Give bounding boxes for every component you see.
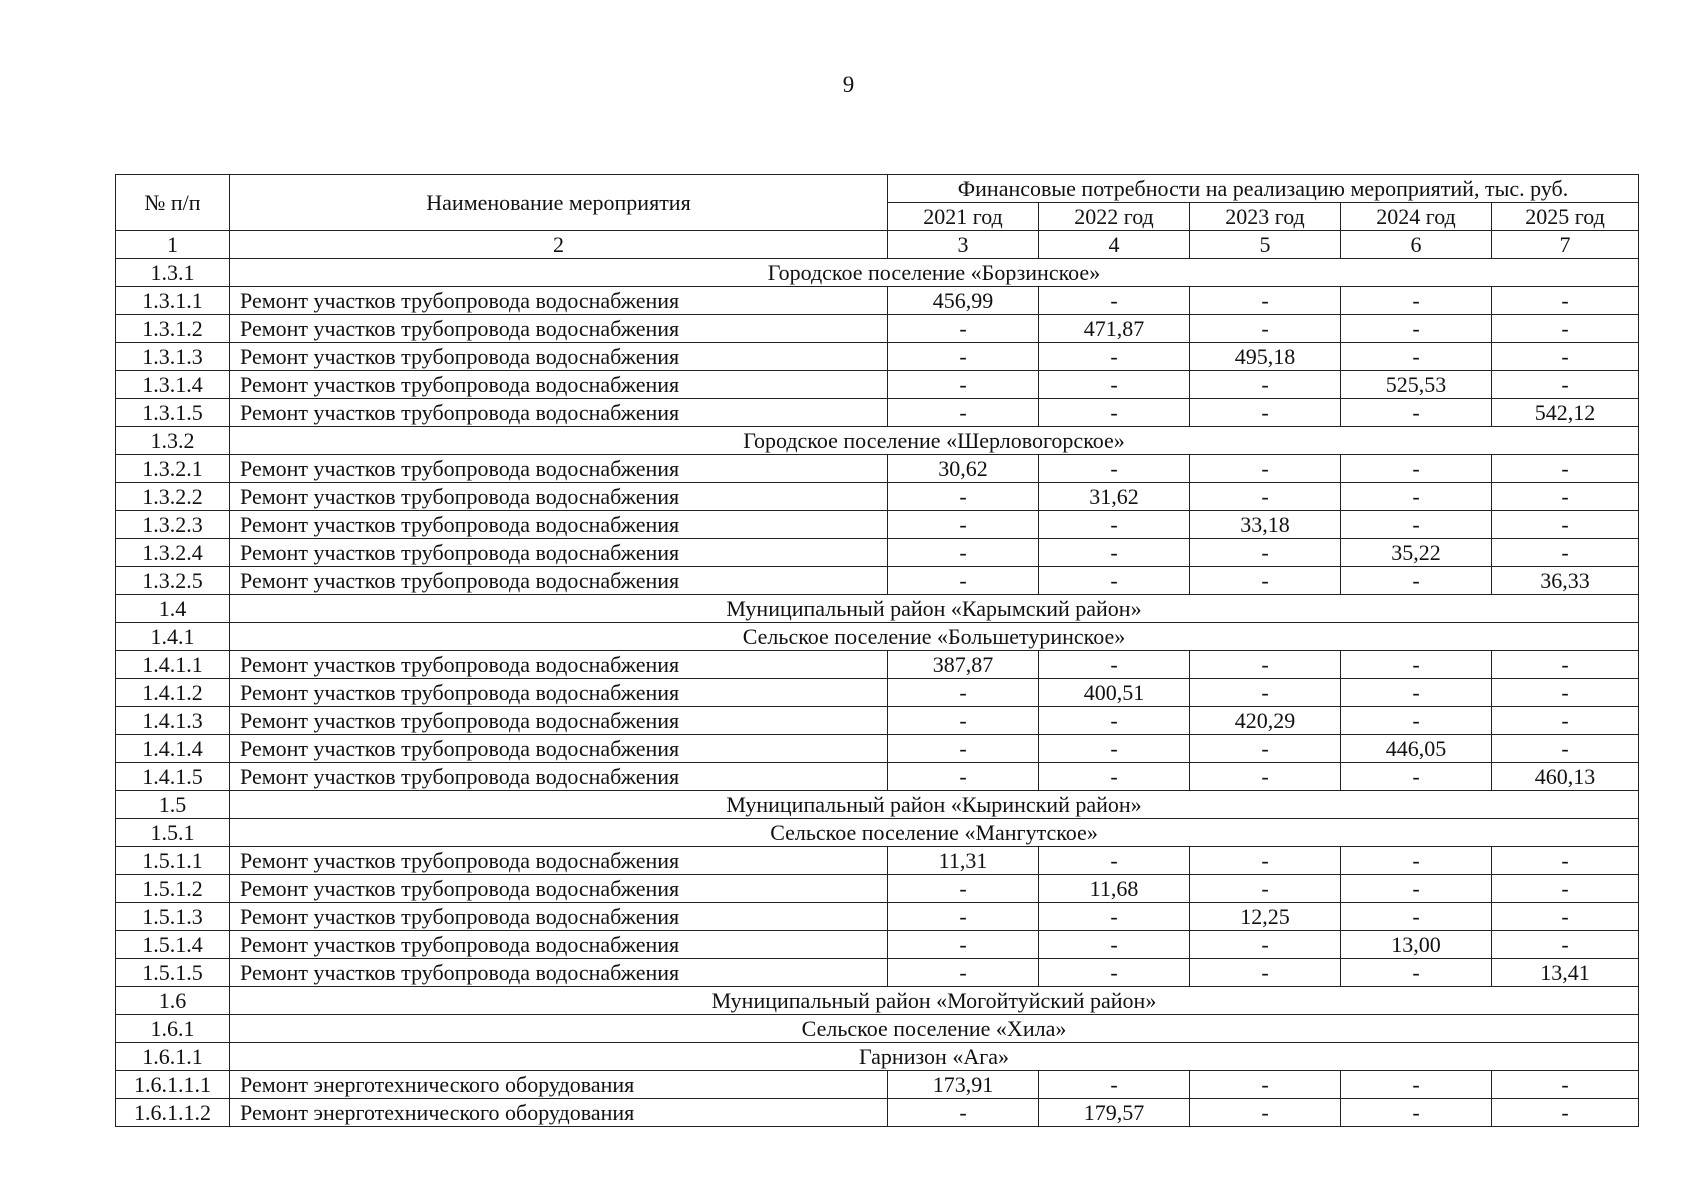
section-title: Муниципальный район «Кыринский район» [230,791,1639,819]
amount-cell: - [1190,931,1341,959]
section-title: Городское поселение «Шерловогорское» [230,427,1639,455]
row-number: 1.4 [116,595,230,623]
section-row [116,259,1639,287]
row-number: 1.5.1.3 [116,903,230,931]
row-number: 1.5.1.5 [116,959,230,987]
amount-cell: - [1190,455,1341,483]
amount-cell: - [1341,875,1492,903]
table-row [116,287,1639,315]
table-row [116,483,1639,511]
amount-cell: - [1190,763,1341,791]
header-row-indexes [116,231,1639,259]
amount-cell: 420,29 [1190,707,1341,735]
column-index: 3 [888,231,1039,259]
table-row [116,931,1639,959]
amount-cell: - [888,399,1039,427]
section-title: Сельское поселение «Мангутское» [230,819,1639,847]
table-row [116,511,1639,539]
amount-cell: 400,51 [1039,679,1190,707]
section-title: Городское поселение «Борзинское» [230,259,1639,287]
amount-cell: - [1492,651,1639,679]
amount-cell: - [1492,903,1639,931]
activity-name: Ремонт участков трубопровода водоснабжения [230,679,888,707]
amount-cell: - [1190,735,1341,763]
amount-cell: - [1039,707,1190,735]
amount-cell: - [1341,343,1492,371]
amount-cell: 11,31 [888,847,1039,875]
amount-cell: - [1492,707,1639,735]
amount-cell: - [1190,875,1341,903]
activity-name: Ремонт участков трубопровода водоснабжения [230,511,888,539]
amount-cell: - [1492,1071,1639,1099]
amount-cell: - [1039,959,1190,987]
amount-cell: - [1341,483,1492,511]
table-body [116,259,1639,1127]
amount-cell: - [1190,1099,1341,1127]
amount-cell: - [1190,847,1341,875]
amount-cell: - [1039,343,1190,371]
header-year: 2021 год [888,203,1039,231]
table-row [116,875,1639,903]
section-row [116,427,1639,455]
table-row [116,399,1639,427]
amount-cell: 495,18 [1190,343,1341,371]
table-row [116,371,1639,399]
header-year: 2023 год [1190,203,1341,231]
activity-name: Ремонт участков трубопровода водоснабжения [230,735,888,763]
amount-cell: - [1341,399,1492,427]
row-number: 1.6.1.1.2 [116,1099,230,1127]
column-index: 6 [1341,231,1492,259]
row-number: 1.5.1.2 [116,875,230,903]
amount-cell: - [1039,511,1190,539]
amount-cell: - [1190,567,1341,595]
column-index: 7 [1492,231,1639,259]
amount-cell: - [888,483,1039,511]
activity-name: Ремонт участков трубопровода водоснабжения [230,903,888,931]
amount-cell: 471,87 [1039,315,1190,343]
row-number: 1.3.1.2 [116,315,230,343]
amount-cell: - [1492,847,1639,875]
amount-cell: 387,87 [888,651,1039,679]
amount-cell: 460,13 [1492,763,1639,791]
amount-cell: - [1190,679,1341,707]
amount-cell: - [888,567,1039,595]
amount-cell: - [1039,455,1190,483]
amount-cell: - [888,1099,1039,1127]
amount-cell: - [1341,315,1492,343]
amount-cell: 31,62 [1039,483,1190,511]
column-index: 2 [230,231,888,259]
amount-cell: 446,05 [1341,735,1492,763]
activity-name: Ремонт участков трубопровода водоснабжения [230,567,888,595]
activity-name: Ремонт энерготехнического оборудования [230,1099,888,1127]
table-row [116,567,1639,595]
amount-cell: - [888,735,1039,763]
amount-cell: - [1039,567,1190,595]
activity-name: Ремонт участков трубопровода водоснабжения [230,539,888,567]
amount-cell: - [1492,875,1639,903]
amount-cell: 11,68 [1039,875,1190,903]
activity-name: Ремонт участков трубопровода водоснабжения [230,763,888,791]
section-title: Сельское поселение «Большетуринское» [230,623,1639,651]
amount-cell: - [1190,539,1341,567]
activity-name: Ремонт энерготехнического оборудования [230,1071,888,1099]
header-row-1 [116,175,1639,203]
amount-cell: - [1039,539,1190,567]
row-number: 1.3.2.2 [116,483,230,511]
amount-cell: - [1492,371,1639,399]
table-row [116,1099,1639,1127]
activity-name: Ремонт участков трубопровода водоснабжения [230,287,888,315]
header-number: № п/п [116,175,230,231]
amount-cell: 12,25 [1190,903,1341,931]
table-row [116,735,1639,763]
header-financial-needs: Финансовые потребности на реализацию мероприятий, тыс. руб. [888,175,1639,203]
amount-cell: - [888,903,1039,931]
activity-name: Ремонт участков трубопровода водоснабжения [230,455,888,483]
amount-cell: - [1492,1099,1639,1127]
row-number: 1.4.1 [116,623,230,651]
amount-cell: - [1190,1071,1341,1099]
amount-cell: - [1492,511,1639,539]
row-number: 1.5.1 [116,819,230,847]
row-number: 1.3.2.5 [116,567,230,595]
amount-cell: - [1190,287,1341,315]
amount-cell: 542,12 [1492,399,1639,427]
amount-cell: - [1190,399,1341,427]
column-index: 1 [116,231,230,259]
row-number: 1.5 [116,791,230,819]
table-row [116,959,1639,987]
header-year: 2025 год [1492,203,1639,231]
amount-cell: - [1492,679,1639,707]
amount-cell: - [1492,455,1639,483]
amount-cell: 456,99 [888,287,1039,315]
amount-cell: 13,41 [1492,959,1639,987]
activity-name: Ремонт участков трубопровода водоснабжения [230,371,888,399]
table-row [116,1071,1639,1099]
amount-cell: - [1492,287,1639,315]
amount-cell: 179,57 [1039,1099,1190,1127]
financial-needs-table [115,174,1639,1127]
row-number: 1.6.1 [116,1015,230,1043]
amount-cell: - [888,371,1039,399]
amount-cell: - [1341,763,1492,791]
row-number: 1.6.1.1.1 [116,1071,230,1099]
header-year: 2022 год [1039,203,1190,231]
amount-cell: - [888,511,1039,539]
amount-cell: 525,53 [1341,371,1492,399]
section-row [116,819,1639,847]
page-number: 9 [842,72,855,97]
amount-cell: - [1341,455,1492,483]
amount-cell: - [1190,371,1341,399]
activity-name: Ремонт участков трубопровода водоснабжения [230,847,888,875]
section-title: Муниципальный район «Могойтуйский район» [230,987,1639,1015]
row-number: 1.5.1.1 [116,847,230,875]
row-number: 1.3.2.3 [116,511,230,539]
amount-cell: - [1492,931,1639,959]
row-number: 1.4.1.4 [116,735,230,763]
amount-cell: - [1039,399,1190,427]
header-year: 2024 год [1341,203,1492,231]
table-row [116,343,1639,371]
table-row [116,707,1639,735]
activity-name: Ремонт участков трубопровода водоснабжения [230,315,888,343]
row-number: 1.3.1 [116,259,230,287]
amount-cell: - [1492,483,1639,511]
section-row [116,1015,1639,1043]
table-row [116,315,1639,343]
amount-cell: - [1341,679,1492,707]
amount-cell: - [1341,1099,1492,1127]
amount-cell: - [1341,847,1492,875]
column-index: 5 [1190,231,1341,259]
amount-cell: - [888,959,1039,987]
amount-cell: - [1190,959,1341,987]
amount-cell: 33,18 [1190,511,1341,539]
row-number: 1.3.2 [116,427,230,455]
section-row [116,623,1639,651]
amount-cell: - [888,875,1039,903]
row-number: 1.3.2.1 [116,455,230,483]
table-row [116,539,1639,567]
amount-cell: - [888,763,1039,791]
activity-name: Ремонт участков трубопровода водоснабжения [230,707,888,735]
amount-cell: - [1341,959,1492,987]
amount-cell: 36,33 [1492,567,1639,595]
amount-cell: - [1341,287,1492,315]
amount-cell: - [1039,763,1190,791]
amount-cell: 173,91 [888,1071,1039,1099]
row-number: 1.3.1.5 [116,399,230,427]
section-row [116,987,1639,1015]
amount-cell: - [1341,707,1492,735]
amount-cell: - [1341,1071,1492,1099]
amount-cell: - [888,679,1039,707]
section-title: Сельское поселение «Хила» [230,1015,1639,1043]
amount-cell: - [1492,343,1639,371]
table-row [116,763,1639,791]
table-row [116,679,1639,707]
table-row [116,903,1639,931]
column-index: 4 [1039,231,1190,259]
row-number: 1.4.1.5 [116,763,230,791]
section-row [116,595,1639,623]
amount-cell: 30,62 [888,455,1039,483]
activity-name: Ремонт участков трубопровода водоснабжения [230,959,888,987]
amount-cell: - [1039,1071,1190,1099]
amount-cell: - [1039,931,1190,959]
table-row [116,455,1639,483]
activity-name: Ремонт участков трубопровода водоснабжения [230,343,888,371]
amount-cell: - [888,539,1039,567]
amount-cell: - [1341,651,1492,679]
amount-cell: - [1190,315,1341,343]
section-row [116,1043,1639,1071]
row-number: 1.6 [116,987,230,1015]
amount-cell: - [888,315,1039,343]
activity-name: Ремонт участков трубопровода водоснабжения [230,483,888,511]
activity-name: Ремонт участков трубопровода водоснабжения [230,931,888,959]
amount-cell: - [1039,903,1190,931]
amount-cell: - [1039,287,1190,315]
amount-cell: 13,00 [1341,931,1492,959]
activity-name: Ремонт участков трубопровода водоснабжения [230,875,888,903]
table-row [116,651,1639,679]
amount-cell: - [1190,483,1341,511]
amount-cell: - [1492,539,1639,567]
amount-cell: - [888,931,1039,959]
amount-cell: - [888,343,1039,371]
section-row [116,791,1639,819]
amount-cell: 35,22 [1341,539,1492,567]
amount-cell: - [1492,735,1639,763]
amount-cell: - [1341,903,1492,931]
amount-cell: - [1341,567,1492,595]
section-title: Муниципальный район «Карымский район» [230,595,1639,623]
amount-cell: - [888,707,1039,735]
activity-name: Ремонт участков трубопровода водоснабжения [230,651,888,679]
row-number: 1.4.1.3 [116,707,230,735]
row-number: 1.4.1.2 [116,679,230,707]
amount-cell: - [1190,651,1341,679]
row-number: 1.6.1.1 [116,1043,230,1071]
amount-cell: - [1039,847,1190,875]
section-title: Гарнизон «Ага» [230,1043,1639,1071]
amount-cell: - [1341,511,1492,539]
row-number: 1.4.1.1 [116,651,230,679]
amount-cell: - [1039,651,1190,679]
amount-cell: - [1039,735,1190,763]
amount-cell: - [1492,315,1639,343]
table-row [116,847,1639,875]
row-number: 1.3.2.4 [116,539,230,567]
row-number: 1.5.1.4 [116,931,230,959]
header-activity-name: Наименование мероприятия [230,175,888,231]
amount-cell: - [1039,371,1190,399]
row-number: 1.3.1.4 [116,371,230,399]
row-number: 1.3.1.3 [116,343,230,371]
row-number: 1.3.1.1 [116,287,230,315]
activity-name: Ремонт участков трубопровода водоснабжения [230,399,888,427]
